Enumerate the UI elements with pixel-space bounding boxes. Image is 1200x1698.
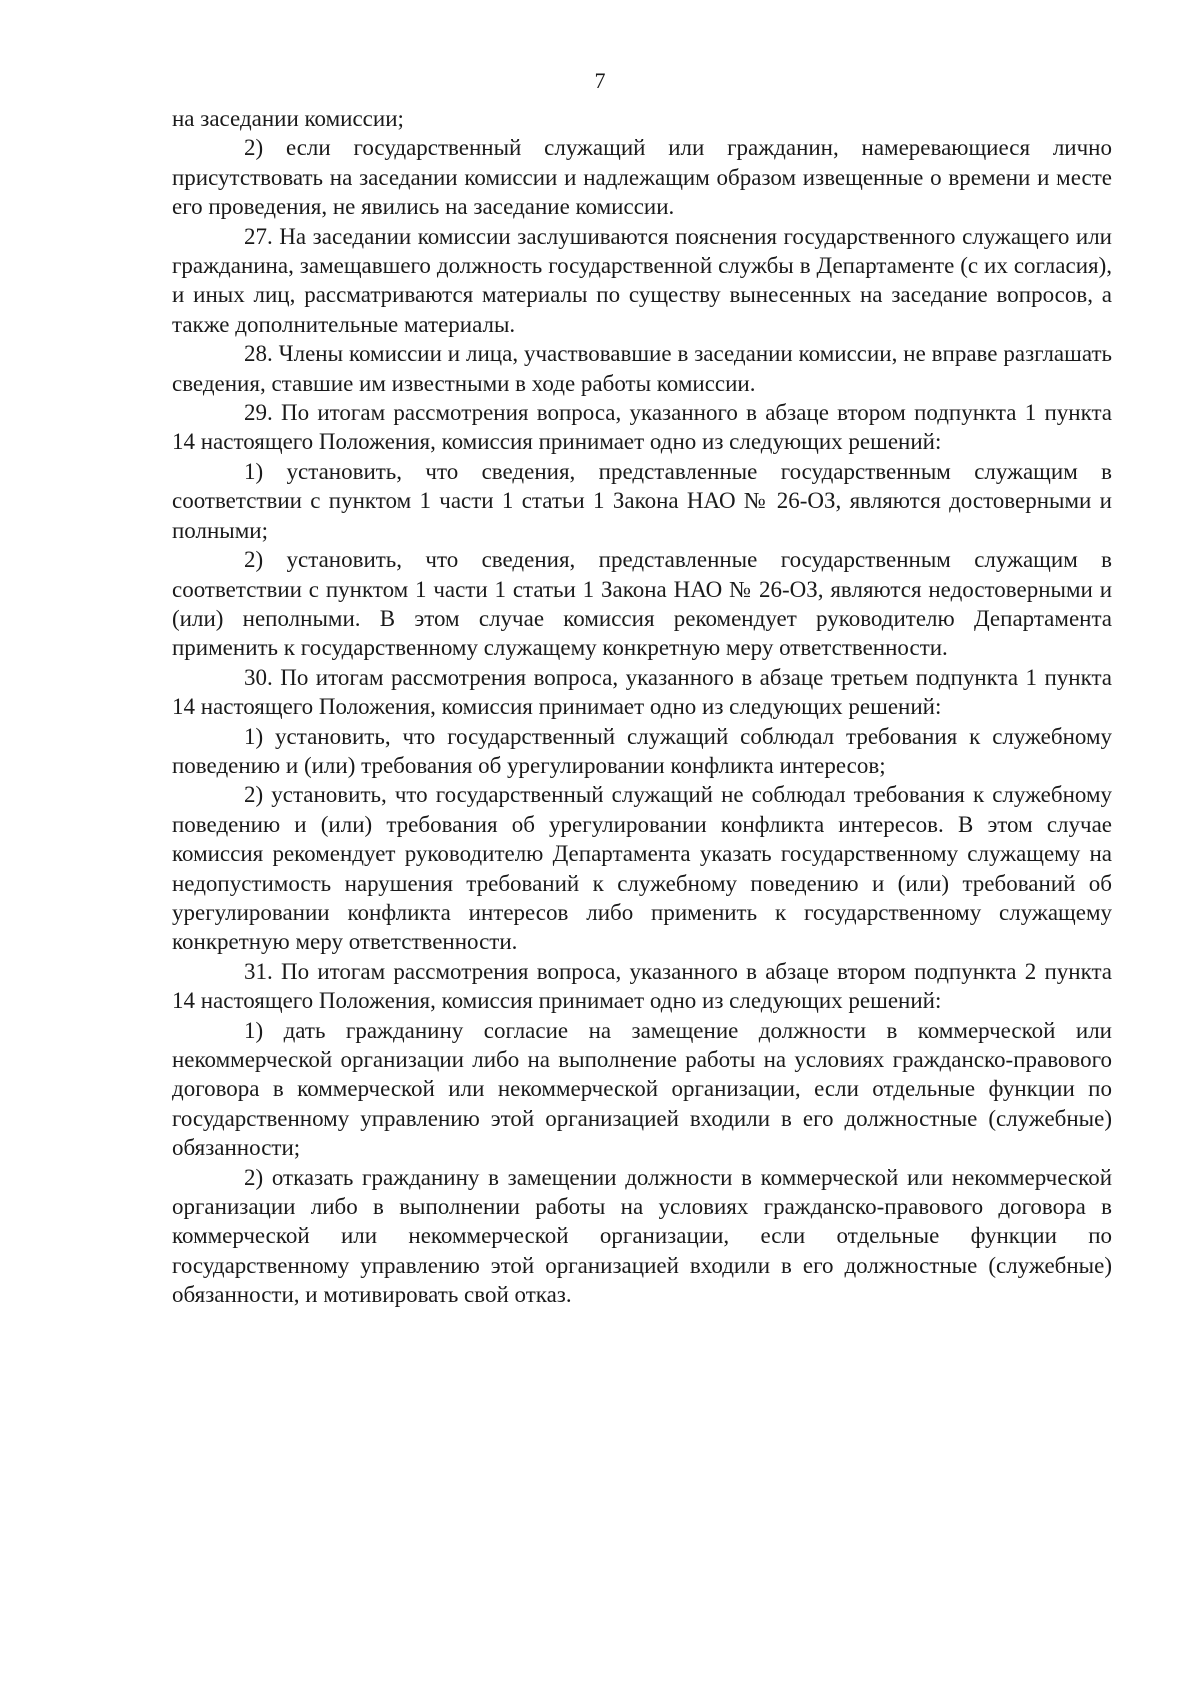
paragraph-31: 31. По итогам рассмотрения вопроса, указанного в абзаце втором подпункта 2 пункта 14 настоящего Положения, комиссия принимает одно из следующих решений: <box>172 958 1112 1014</box>
paragraph-29-item-2: 2) установить, что сведения, представленные государственным служащим в соответствии с пунктом 1 части 1 статьи 1 Закона НАО № 26-ОЗ, являются недостоверными и (или) неполными. В этом случае комиссия рекомендует руководителю Департамента применить к государственному служащему конкретную меру ответственности. <box>172 547 1112 661</box>
paragraph-30-item-2: 2) установить, что государственный служащий не соблюдал требования к служебному поведению и (или) требования об урегулировании конфликта интересов. В этом случае комиссия рекомендует руководителю Департамента указать государственному служащему на недопустимость нарушения требований к служебному поведению и (или) требований об урегулировании конфликта интересов либо применить к государственному служащему конкретную меру ответственности. <box>172 782 1112 955</box>
paragraph-29-item-1: 1) установить, что сведения, представленные государственным служащим в соответствии с пунктом 1 части 1 статьи 1 Закона НАО № 26-ОЗ, являются достоверными и полными; <box>172 458 1112 543</box>
paragraph-30: 30. По итогам рассмотрения вопроса, указанного в абзаце третьем подпункта 1 пункта 14 настоящего Положения, комиссия принимает одно из следующих решений: <box>172 664 1112 720</box>
page-number: 7 <box>594 68 606 93</box>
paragraph-29: 29. По итогам рассмотрения вопроса, указанного в абзаце втором подпункта 1 пункта 14 настоящего Положения, комиссия принимает одно из следующих решений: <box>172 400 1112 455</box>
paragraph-30-item-1: 1) установить, что государственный служащий соблюдал требования к служебному поведению и (или) требования об урегулировании конфликта интересов; <box>172 723 1112 778</box>
paragraph-31-item-2: 2) отказать гражданину в замещении должности в коммерческой или некоммерческой организации либо в выполнении работы на условиях гражданско-правового договора в коммерческой или некоммерческой организации, если отдельные функции по государственному управлению этой организацией входили в его должностные (служебные) обязанности, и мотивировать свой отказ. <box>172 1164 1112 1308</box>
paragraph-27: 27. На заседании комиссии заслушиваются пояснения государственного служащего или гражданина, замещавшего должность государственной службы в Департаменте (с их согласия), и иных лиц, рассматриваются материалы по существу вынесенных на заседание вопросов, а также дополнительные материалы. <box>172 223 1112 337</box>
paragraph-28: 28. Члены комиссии и лица, участвовавшие в заседании комиссии, не вправе разглашать сведения, ставшие им известными в ходе работы комиссии. <box>172 341 1112 396</box>
document-body <box>172 104 1112 1310</box>
paragraph-continuation: на заседании комиссии; <box>172 106 404 131</box>
paragraph-31-item-1: 1) дать гражданину согласие на замещение должности в коммерческой или некоммерческой организации либо на выполнение работы на условиях гражданско-правового договора в коммерческой или некоммерческой организации, если отдельные функции по государственному управлению этой организацией входили в его должностные (служебные) обязанности; <box>172 1017 1112 1161</box>
paragraph-26-item-2: 2) если государственный служащий или гражданин, намеревающиеся лично присутствовать на заседании комиссии и надлежащим образом извещенные о времени и месте его проведения, не явились на заседание комиссии. <box>172 135 1112 220</box>
